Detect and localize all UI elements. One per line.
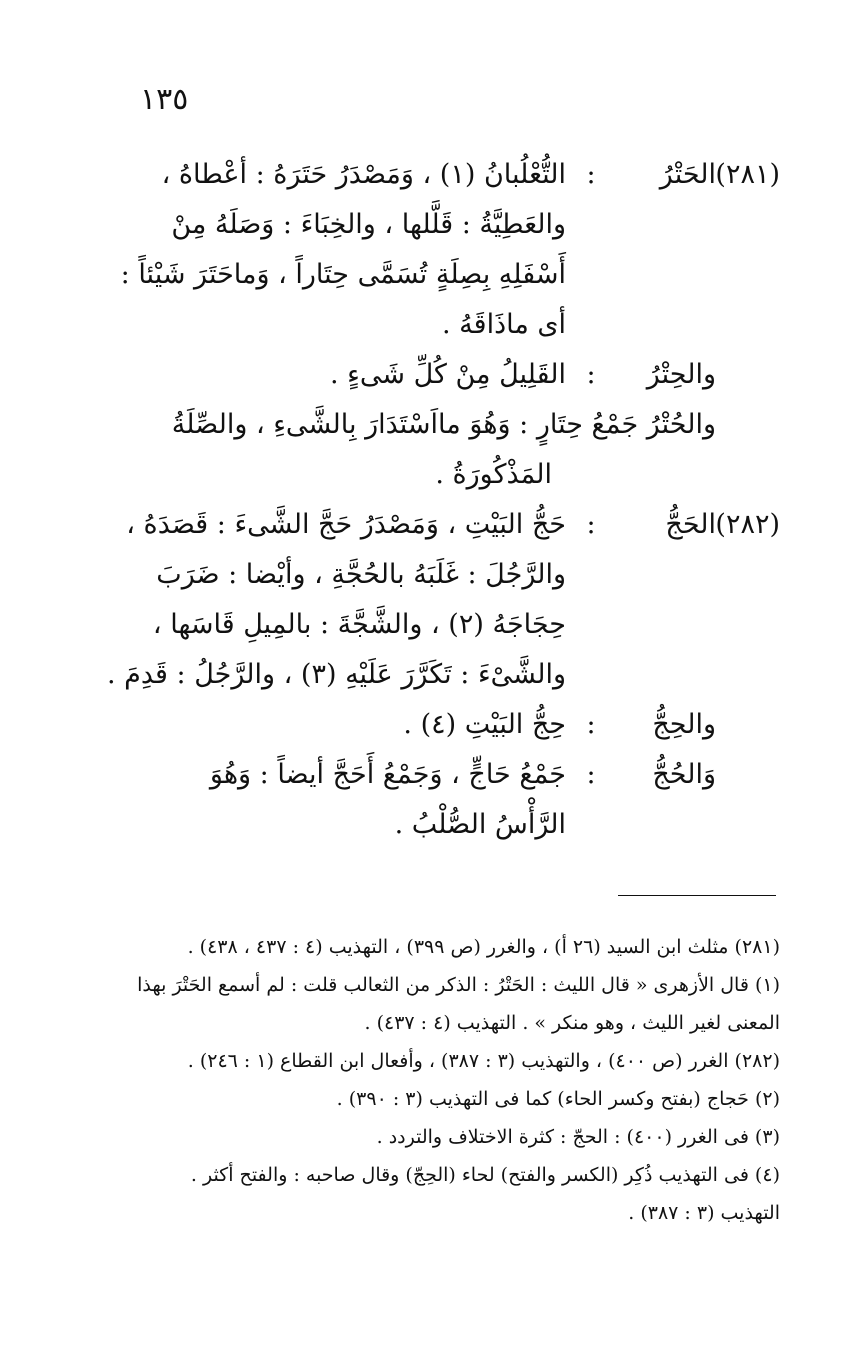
colon: : <box>586 159 596 190</box>
entry-row <box>100 150 780 350</box>
entry-row <box>100 400 780 500</box>
footnote-divider <box>618 895 776 896</box>
definition-line: حِجُّ البَيْتِ (٤) . <box>403 709 566 740</box>
colon: : <box>586 759 596 790</box>
entry-282 <box>100 500 780 850</box>
entry-row <box>100 500 780 700</box>
entry-281 <box>100 150 780 500</box>
footnote: (٢٨٢) الغرر (ص ٤٠٠) ، والتهذيب (٣ : ٣٨٧) ، وأفعال ابن القطاع (١ : ٢٤٦) . <box>187 1050 780 1072</box>
footnote: (١) قال الأزهرى « قال الليث : الحَتْرُ : الذكر من الثعالب قلت : لم أسمع الحَتْرَ بهذا <box>137 974 780 996</box>
entry-number: (٢٨١) <box>715 159 780 190</box>
footnotes <box>100 928 780 1232</box>
headword: الحَجُّ <box>665 509 716 540</box>
definition-line: أَسْفَلِهِ بِصِلَةٍ تُسَمَّى حِتَاراً ، وَماحَتَرَ شَيْئاً : <box>120 259 566 290</box>
definition-line: والحُتْرُ جَمْعُ حِتَارٍ : وَهُوَ مااَسْتَدَارَ بِالشَّىءِ ، والصِّلَةُ <box>171 409 716 440</box>
colon: : <box>586 709 596 740</box>
definition <box>100 350 566 400</box>
headword: والحِجُّ <box>652 709 716 740</box>
definition-line: حَجُّ البَيْتِ ، وَمَصْدَرُ حَجَّ الشَّىءَ : قَصَدَهُ ، <box>126 509 566 540</box>
colon: : <box>586 359 596 390</box>
dictionary-entries <box>100 150 780 850</box>
headword: وَالحُجُّ <box>652 759 716 790</box>
definition-line: القَلِيلُ مِنْ كُلِّ شَىءٍ . <box>330 359 566 390</box>
entry-row <box>100 750 780 850</box>
headword: الحَتْرُ <box>659 159 716 190</box>
footnote: المعنى لغير الليث ، وهو منكر » . التهذيب (٤ : ٤٣٧) . <box>364 1012 780 1034</box>
definition <box>100 400 716 500</box>
definition <box>100 700 566 750</box>
definition <box>100 150 566 350</box>
definition-line: الرَّأْسُ الصُّلْبُ . <box>394 809 566 840</box>
definition <box>100 500 566 700</box>
definition-line: والرَّجُلَ : غَلَبَهُ بالحُجَّةِ ، وأيْضا : ضَرَبَ <box>156 559 566 590</box>
definition-line: التُّعْلُبانُ (١) ، وَمَصْدَرُ حَتَرَهُ : أعْطاهُ ، <box>161 159 566 190</box>
footnote: التهذيب (٣ : ٣٨٧) . <box>628 1202 780 1224</box>
headword: والحِتْرُ <box>646 359 716 390</box>
definition <box>100 750 566 850</box>
definition-line: والعَطِيَّةُ : قَلَّلها ، والخِبَاءَ : وَصَلَهُ مِنْ <box>171 209 566 240</box>
definition-line: أى ماذَاقَهُ . <box>442 309 566 340</box>
entry-number: (٢٨٢) <box>715 509 780 540</box>
page-number: ١٣٥ <box>140 82 189 117</box>
definition-line: جَمْعُ حَاجٍّ ، وَجَمْعُ أَحَجَّ أيضاً : وَهُوَ <box>209 759 566 790</box>
footnote: (٣) فى الغرر (٤٠٠) : الحجّ : كثرة الاختلاف والتردد . <box>376 1126 780 1148</box>
footnote: (٢) حَجاج (بفتح وكسر الحاء) كما فى التهذيب (٣ : ٣٩٠) . <box>336 1088 780 1110</box>
entry-row <box>100 350 780 400</box>
definition-line: المَذْكُورَةُ . <box>435 459 552 490</box>
definition-line: حِجَاجَهُ (٢) ، والشَّجَّةَ : بالمِيلِ قَاسَها ، <box>152 609 566 640</box>
footnote: (٤) فى التهذيب ذُكِر (الكسر والفتح) لحاء (الحِجّ) وقال صاحبه : والفتح أكثر . <box>190 1164 780 1186</box>
definition-line: والشَّىْءَ : تَكَرَّرَ عَلَيْهِ (٣) ، والرَّجُلُ : قَدِمَ . <box>106 659 566 690</box>
footnote: (٢٨١) مثلث ابن السيد (٢٦ أ) ، والغرر (ص ٣٩٩) ، التهذيب (٤ : ٤٣٧ ، ٤٣٨) . <box>187 936 780 958</box>
colon: : <box>586 509 596 540</box>
entry-row <box>100 700 780 750</box>
